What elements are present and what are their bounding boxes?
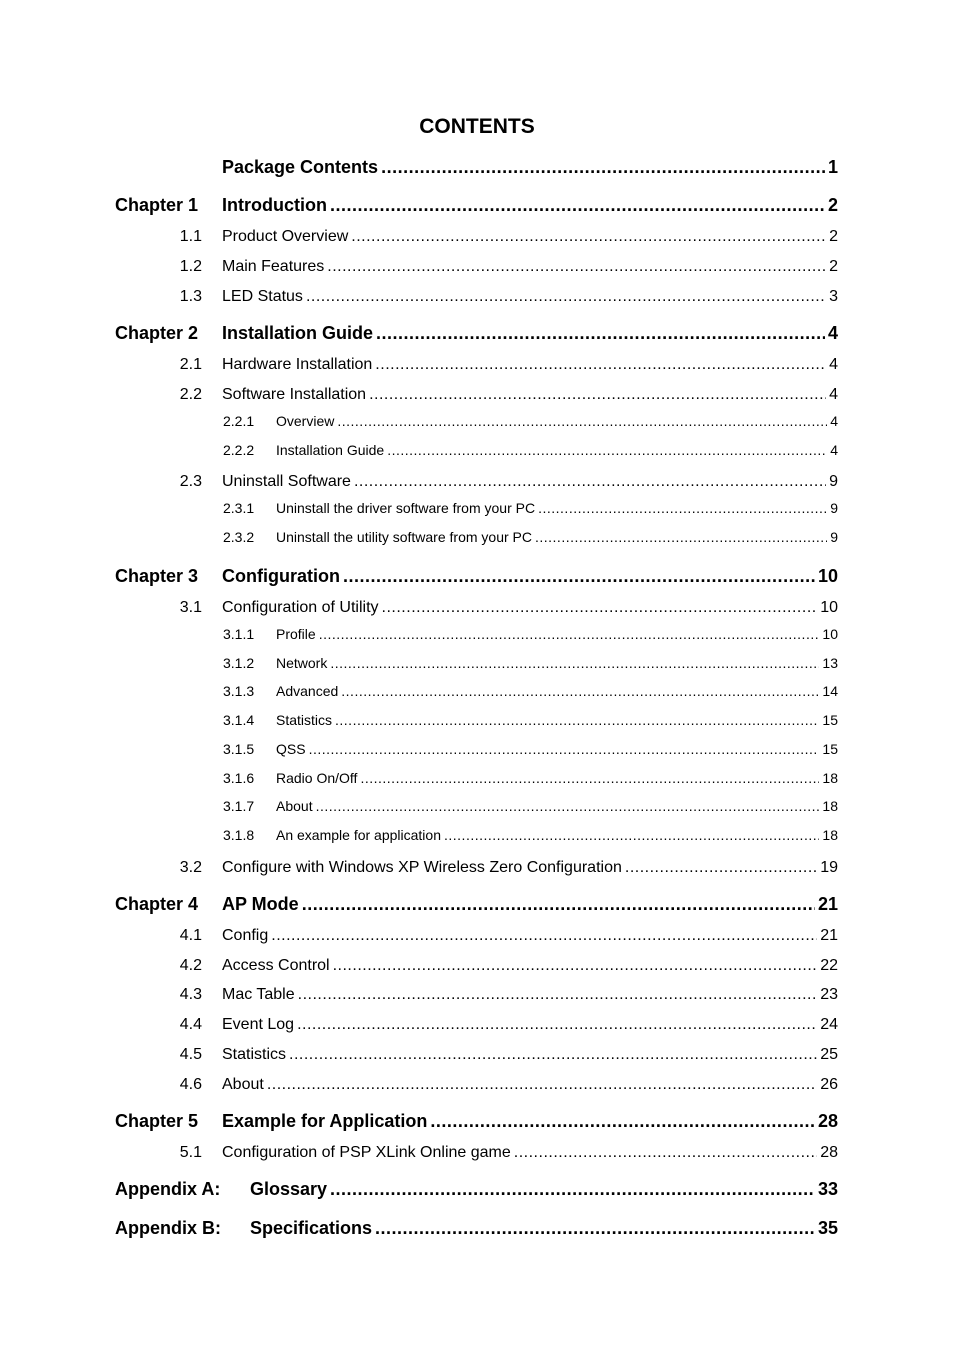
toc-number: 2.3.1 [223,500,255,516]
toc-label: Uninstall the utility software from your PC [276,529,532,545]
toc-page-number: 1 [827,157,838,177]
toc-page-number: 4 [830,413,838,429]
toc-page-number: 13 [822,655,838,671]
toc-page-number: 4 [830,442,838,458]
toc-label: About [222,1076,264,1093]
toc-entry-2-2-1 [115,411,838,431]
toc-entry-4-6 [115,1074,838,1096]
toc-label: LED Status [222,288,303,305]
toc-entry-3-1-8 [115,825,838,845]
toc-number: 4.3 [179,986,202,1003]
toc-entry-1-3 [115,286,838,308]
toc-number: 3.1.2 [223,655,255,671]
toc-entry-3-1 [115,597,838,619]
toc-page-number: 28 [817,1111,838,1131]
toc-label: Introduction [222,195,327,215]
toc-page-number: 9 [829,473,838,490]
toc-page-number: 33 [817,1179,838,1199]
toc-page-number: 2 [829,258,838,275]
dot-leader [330,653,819,673]
toc-page-number: 21 [817,894,838,914]
dot-leader [337,411,827,431]
toc-label: Statistics [222,1046,287,1063]
dot-leader [309,739,820,759]
toc-number: Appendix A: [115,1179,221,1199]
toc-page-number: 26 [820,1076,838,1093]
dot-leader [382,597,818,619]
dot-leader [327,256,826,278]
toc-label: Configuration of Utility [222,599,379,616]
toc-number: 3.1.6 [223,770,255,786]
toc-entry-chapter-4 [115,892,838,916]
toc-page-number: 10 [820,599,838,616]
dot-leader [306,286,826,308]
toc-page-number: 23 [820,986,838,1003]
dot-leader [360,768,819,788]
dot-leader [316,796,820,816]
toc-entry-2-3-1 [115,498,838,518]
toc-entry-4-2 [115,955,838,977]
toc-number: Chapter 4 [115,894,199,914]
toc-page-number: 10 [817,566,838,586]
dot-leader [330,1177,815,1201]
dot-leader [354,471,826,493]
dot-leader [333,955,818,977]
toc-entry-appendix-b [115,1216,838,1240]
toc-page-number: 18 [822,827,838,843]
toc-number: 2.2.1 [223,413,255,429]
toc-page-number: 35 [817,1218,838,1238]
toc-number: 3.1 [179,599,202,616]
contents-title: CONTENTS [419,115,535,138]
toc-entry-3-1-5 [115,739,838,759]
toc-page-number: 3 [829,288,838,305]
toc-entry-chapter-5 [115,1109,838,1133]
toc-label: Hardware Installation [222,356,373,373]
toc-entry-2-2-2 [115,440,838,460]
toc-label: Configure with Windows XP Wireless Zero Configuration [222,859,622,876]
toc-number: 4.2 [179,957,202,974]
toc-number: 3.1.4 [223,712,255,728]
dot-leader [514,1142,817,1164]
toc-page-number: 21 [820,927,838,944]
dot-leader [298,984,818,1006]
toc-number: 4.5 [179,1046,202,1063]
toc-entry-chapter-2 [115,321,838,345]
toc-page-number: 10 [822,626,838,642]
toc-page-number: 22 [820,957,838,974]
toc-page-number: 24 [820,1016,838,1033]
dot-leader [330,193,825,217]
toc-entry-2-3-2 [115,527,838,547]
dot-leader [430,1109,815,1133]
toc-label: Installation Guide [222,323,374,343]
toc-entry-3-1-1 [115,624,838,644]
toc-label: Statistics [276,712,333,728]
toc-number: 4.1 [179,927,202,944]
toc-label: Configuration [222,566,340,586]
toc-label: Uninstall Software [222,473,351,490]
toc-label: Software Installation [222,386,367,403]
toc-label: Radio On/Off [276,770,358,786]
toc-page-number: 15 [822,741,838,757]
dot-leader [535,527,827,547]
toc-number: 5.1 [179,1144,202,1161]
toc-label: Uninstall the driver software from your PC [276,500,536,516]
dot-leader [343,564,815,588]
toc-page-number: 4 [827,323,838,343]
toc-entry-4-4 [115,1014,838,1036]
toc-label: QSS [276,741,306,757]
toc-entry-5-1 [115,1142,838,1164]
toc-number: Chapter 2 [115,323,199,343]
toc-page-number: 14 [822,683,838,699]
toc-number: 3.1.7 [223,798,255,814]
toc-number: 2.3 [179,473,202,490]
toc-label: AP Mode [222,894,299,914]
toc-number: 1.3 [179,288,202,305]
dot-leader [341,681,819,701]
toc-label: Access Control [222,957,330,974]
toc-page-number: 2 [827,195,838,215]
toc-entry-4-3 [115,984,838,1006]
dot-leader [335,710,819,730]
toc-entry-chapter-3 [115,564,838,588]
toc-number: 2.2 [179,386,202,403]
dot-leader [319,624,820,644]
toc-number: Chapter 3 [115,566,199,586]
toc-entry-4-5 [115,1044,838,1066]
toc-number: 4.4 [179,1016,202,1033]
toc-label: Glossary [250,1179,328,1199]
dot-leader [538,498,827,518]
toc-entry-3-1-4 [115,710,838,730]
toc-label: Network [276,655,328,671]
toc-label: Main Features [222,258,325,275]
toc-entry-2-1 [115,354,838,376]
toc-label: Specifications [250,1218,373,1238]
toc-entry-3-1-6 [115,768,838,788]
toc-page-number: 25 [820,1046,838,1063]
dot-leader [302,892,815,916]
toc-entry-3-2 [115,857,838,879]
toc-page-number: 2 [829,228,838,245]
toc-label: About [276,798,313,814]
toc-number: 3.1.3 [223,683,255,699]
dot-leader [444,825,819,845]
dot-leader [381,155,825,179]
toc-page-number: 9 [830,529,838,545]
dot-leader [375,1216,815,1240]
toc-entry-3-1-3 [115,681,838,701]
toc-number: 3.1.5 [223,741,255,757]
toc-label: Config [222,927,269,944]
toc-label: Example for Application [222,1111,428,1131]
toc-number: 2.3.2 [223,529,255,545]
dot-leader [369,384,826,406]
toc-label: Product Overview [222,228,349,245]
dot-leader [376,321,825,345]
toc-label: Configuration of PSP XLink Online game [222,1144,511,1161]
toc-entry-2-3 [115,471,838,493]
toc-number: 3.1.8 [223,827,255,843]
toc-label: Overview [276,413,335,429]
toc-label: Installation Guide [276,442,385,458]
toc-number: 3.2 [179,859,202,876]
dot-leader [267,1074,817,1096]
toc-entry-1-2 [115,256,838,278]
toc-entry-appendix-a [115,1177,838,1201]
dot-leader [387,440,827,460]
toc-page-number: 18 [822,798,838,814]
toc-entry-chapter-1 [115,193,838,217]
toc-number: 2.1 [179,356,202,373]
toc-number: Chapter 1 [115,195,199,215]
dot-leader [297,1014,817,1036]
dot-leader [289,1044,817,1066]
toc-page-number: 28 [820,1144,838,1161]
toc-page-number: 4 [829,386,838,403]
toc-number: 1.1 [179,228,202,245]
toc-entry-1-1 [115,226,838,248]
toc-entry-3-1-7 [115,796,838,816]
toc-label: Package Contents [222,157,379,177]
toc-number: Chapter 5 [115,1111,199,1131]
toc-entry-4-1 [115,925,838,947]
toc-number: 4.6 [179,1076,202,1093]
toc-page-number: 18 [822,770,838,786]
dot-leader [271,925,817,947]
toc-entry-package-contents [115,155,838,179]
toc-label: Advanced [276,683,339,699]
toc-label: Profile [276,626,316,642]
toc-label: Event Log [222,1016,295,1033]
dot-leader [625,857,817,879]
toc-number: 1.2 [179,258,202,275]
toc-page-number: 4 [829,356,838,373]
toc-number: Appendix B: [115,1218,221,1238]
dot-leader [351,226,826,248]
toc-number: 2.2.2 [223,442,255,458]
toc-entry-3-1-2 [115,653,838,673]
toc-page-number: 9 [830,500,838,516]
dot-leader [375,354,826,376]
toc-entry-2-2 [115,384,838,406]
toc-label: An example for application [276,827,441,843]
toc-label: Mac Table [222,986,295,1003]
toc-number: 3.1.1 [223,626,255,642]
toc-page-number: 19 [820,859,838,876]
toc-page-number: 15 [822,712,838,728]
